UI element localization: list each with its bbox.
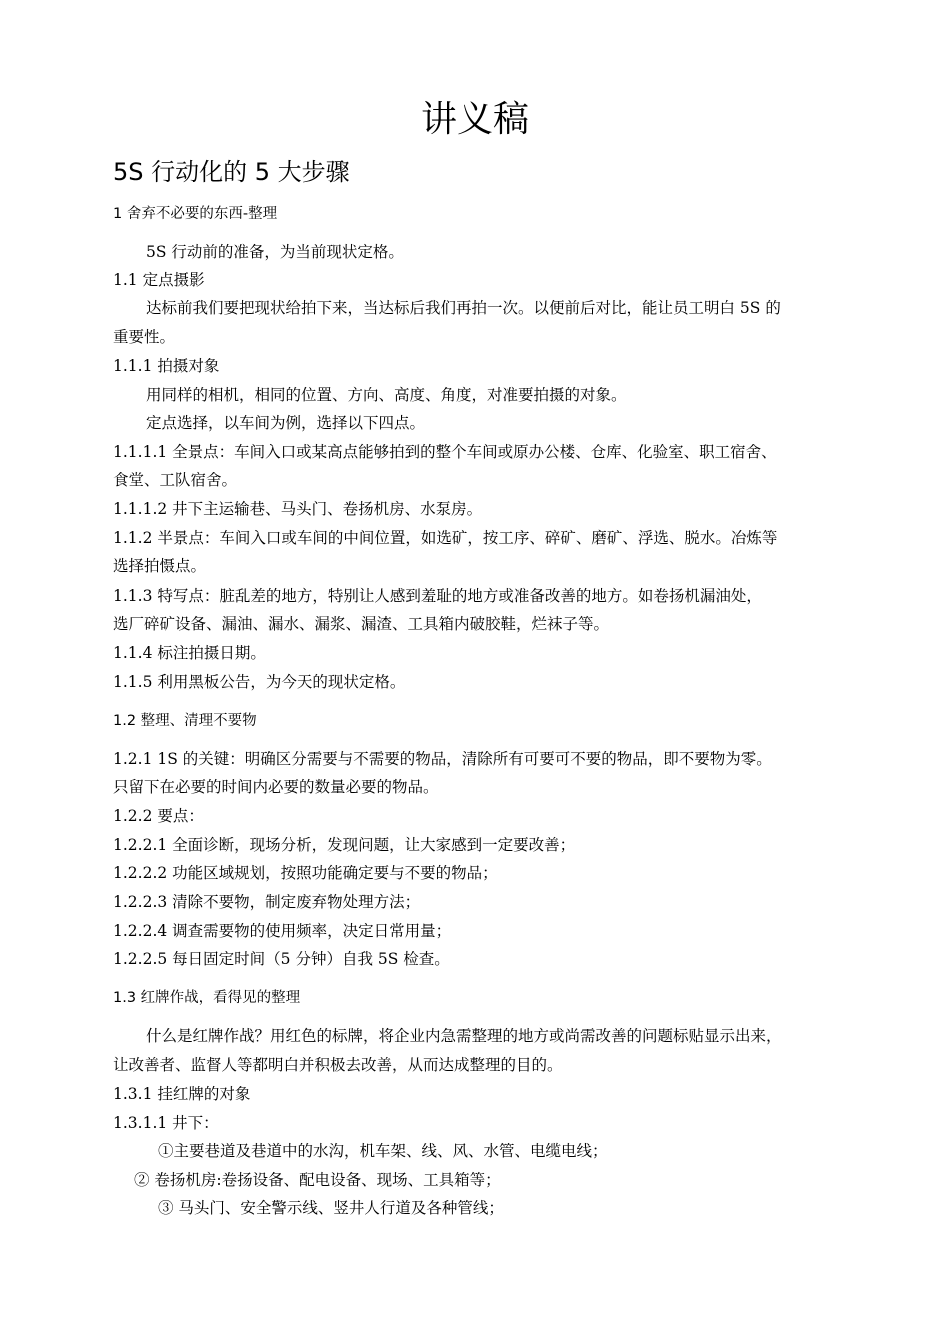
list-item: 1.1.5 利用黑板公告，为今天的现状定格。 (113, 673, 406, 691)
list-item: 1.1.3 特写点：脏乱差的地方，特别让人感到羞耻的地方或准备改善的地方。如卷扬机漏油处， (113, 587, 762, 605)
list-item: 1.1.1.1 全景点：车间入口或某高点能够拍到的整个车间或原办公楼、仓库、化验室、职工宿舍、 (113, 443, 777, 461)
list-item: ③ 马头门、安全警示线、竖井人行道及各种管线； (158, 1199, 504, 1217)
paragraph-line: 选厂碎矿设备、漏油、漏水、漏浆、漏渣、工具箱内破胶鞋，烂袜子等。 (113, 615, 610, 633)
heading-1: 1 舍弃不必要的东西-整理 (113, 206, 278, 222)
document-subtitle: 5S 行动化的 5 大步骤 (113, 158, 350, 186)
document-title: 讲义稿 (420, 99, 529, 140)
heading-1-3-1: 1.3.1 挂红牌的对象 (113, 1085, 251, 1103)
list-item: 1.2.2.2 功能区域规划，按照功能确定要与不要的物品； (113, 864, 498, 882)
paragraph-line: 让改善者、监督人等都明白并积极去改善，从而达成整理的目的。 (113, 1056, 563, 1074)
paragraph-line: 用同样的相机，相同的位置、方向、高度、角度，对准要拍摄的对象。 (146, 386, 627, 404)
list-item: 1.2.2.3 清除不要物，制定废弃物处理方法； (113, 893, 421, 911)
paragraph-line: 定点选择，以车间为例，选择以下四点。 (146, 414, 426, 432)
paragraph-line: 什么是红牌作战？用红色的标牌，将企业内急需整理的地方或尚需改善的问题标贴显示出来， (146, 1027, 782, 1045)
paragraph-line: 食堂、工队宿舍。 (113, 471, 238, 489)
heading-1-1: 1.1 定点摄影 (113, 271, 205, 289)
list-item: 1.1.4 标注拍摄日期。 (113, 644, 266, 662)
heading-1-3: 1.3 红牌作战，看得见的整理 (113, 990, 301, 1006)
list-item: 1.2.2.4 调查需要物的使用频率，决定日常用量； (113, 922, 452, 940)
list-item: 1.3.1.1 井下： (113, 1114, 219, 1132)
list-item: 1.1.1.2 井下主运输巷、马头门、卷扬机房、水泵房。 (113, 500, 483, 518)
list-item: ①主要巷道及巷道中的水沟，机车架、线、风、水管、电缆电线； (158, 1142, 608, 1160)
list-item: 1.2.1 1S 的关键：明确区分需要与不需要的物品，清除所有可要可不要的物品，即不要物为零。 (113, 750, 772, 768)
paragraph-line: 重要性。 (113, 328, 176, 346)
heading-1-1-1: 1.1.1 拍摄对象 (113, 357, 220, 375)
list-item: 1.1.2 半景点：车间入口或车间的中间位置，如选矿，按工序、碎矿、磨矿、浮选、脱水。冶炼等 (113, 529, 778, 547)
list-item: 1.2.2 要点： (113, 807, 204, 825)
list-item: 1.2.2.5 每日固定时间（5 分钟）自我 5S 检查。 (113, 950, 450, 968)
heading-1-2: 1.2 整理、清理不要物 (113, 713, 257, 729)
paragraph-line: 选择拍慑点。 (113, 557, 207, 575)
paragraph-line: 5S 行动前的准备，为当前现状定格。 (146, 243, 404, 261)
paragraph-line: 只留下在必要的时间内必要的数量必要的物品。 (113, 778, 439, 796)
paragraph-line: 达标前我们要把现状给拍下来，当达标后我们再拍一次。以便前后对比，能让员工明白 5S 的 (146, 299, 781, 317)
list-item: 1.2.2.1 全面诊断，现场分析，发现问题，让大家感到一定要改善； (113, 836, 576, 854)
list-item: ② 卷扬机房:卷扬设备、配电设备、现场、工具箱等； (134, 1171, 501, 1189)
